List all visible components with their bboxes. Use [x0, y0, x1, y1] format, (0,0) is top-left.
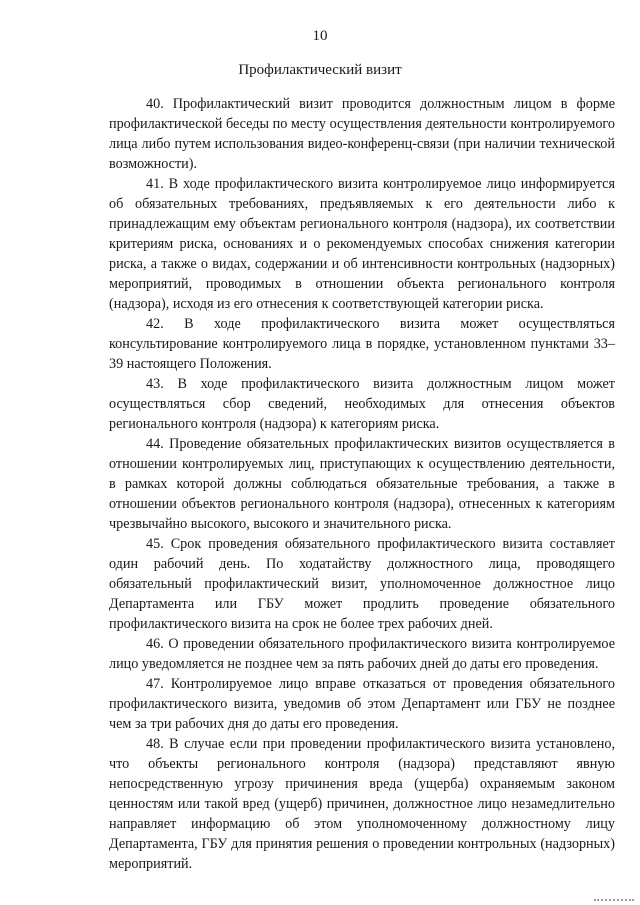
paragraph-48: 48. В случае если при проведении профилактического визита установлено, что объекты регионального контроля (надзора) представляют явную непосредственную угрозу причинения вреда (ущерба) охраняемым законом ценностям или такой вред (ущерб) причинен, должностное лицо незамедлительно направляет информацию об этом уполномоченному должностному лицу Департамента, ГБУ для принятия решения о проведении контрольных (надзорных) мероприятий.	[109, 736, 615, 872]
paragraph-42: 42. В ходе профилактического визита может осуществляться консультирование контролируемого лица в порядке, установленном пунктами 33–39 настоящего Положения.	[109, 316, 615, 372]
paragraph-44: 44. Проведение обязательных профилактических визитов осуществляется в отношении контролируемых лиц, приступающих к осуществлению деятельности, в рамках которой должны соблюдаться обязательные требования, а также в отношении объектов регионального контроля (надзора), отнесенных к категориям чрезвычайно высокого, высокого и значительного риска.	[109, 436, 615, 532]
paragraph-47: 47. Контролируемое лицо вправе отказаться от проведения обязательного профилактического визита, уведомив об этом Департамент или ГБУ не позднее чем за три рабочих дня до даты его проведения.	[109, 676, 615, 732]
scan-corner-mark	[594, 899, 634, 901]
paragraph-45: 45. Срок проведения обязательного профилактического визита составляет один рабочий день. По ходатайству должностного лица, проводящего обязательный профилактический визит, уполномоченное должностное лицо Департамента или ГБУ может продлить проведение обязательного профилактического визита на срок не более трех рабочих дней.	[109, 536, 615, 632]
section-title: Профилактический визит	[238, 62, 402, 78]
paragraph-41: 41. В ходе профилактического визита контролируемое лицо информируется об обязательных требованиях, предъявляемых к его деятельности либо к принадлежащим ему объектам регионального контроля (надзора), их соответствии критериям риска, основаниях и о рекомендуемых способах снижения категории риска, а также о видах, содержании и об интенсивности контрольных (надзорных) мероприятий, проводимых в отношении объекта регионального контроля (надзора), исходя из его отнесения к соответствующей категории риска.	[109, 176, 615, 312]
paragraph-40: 40. Профилактический визит проводится должностным лицом в форме профилактической беседы по месту осуществления деятельности контролируемого лица либо путем использования видео-конференц-связи (при наличии технической возможности).	[109, 96, 615, 172]
paragraph-43: 43. В ходе профилактического визита должностным лицом может осуществляться сбор сведений, необходимых для отнесения объектов регионального контроля (надзора) к категориям риска.	[109, 376, 615, 432]
paragraph-46: 46. О проведении обязательного профилактического визита контролируемое лицо уведомляется не позднее чем за пять рабочих дней до даты его проведения.	[109, 636, 615, 672]
page-number: 10	[312, 28, 328, 44]
document-body	[109, 94, 615, 874]
